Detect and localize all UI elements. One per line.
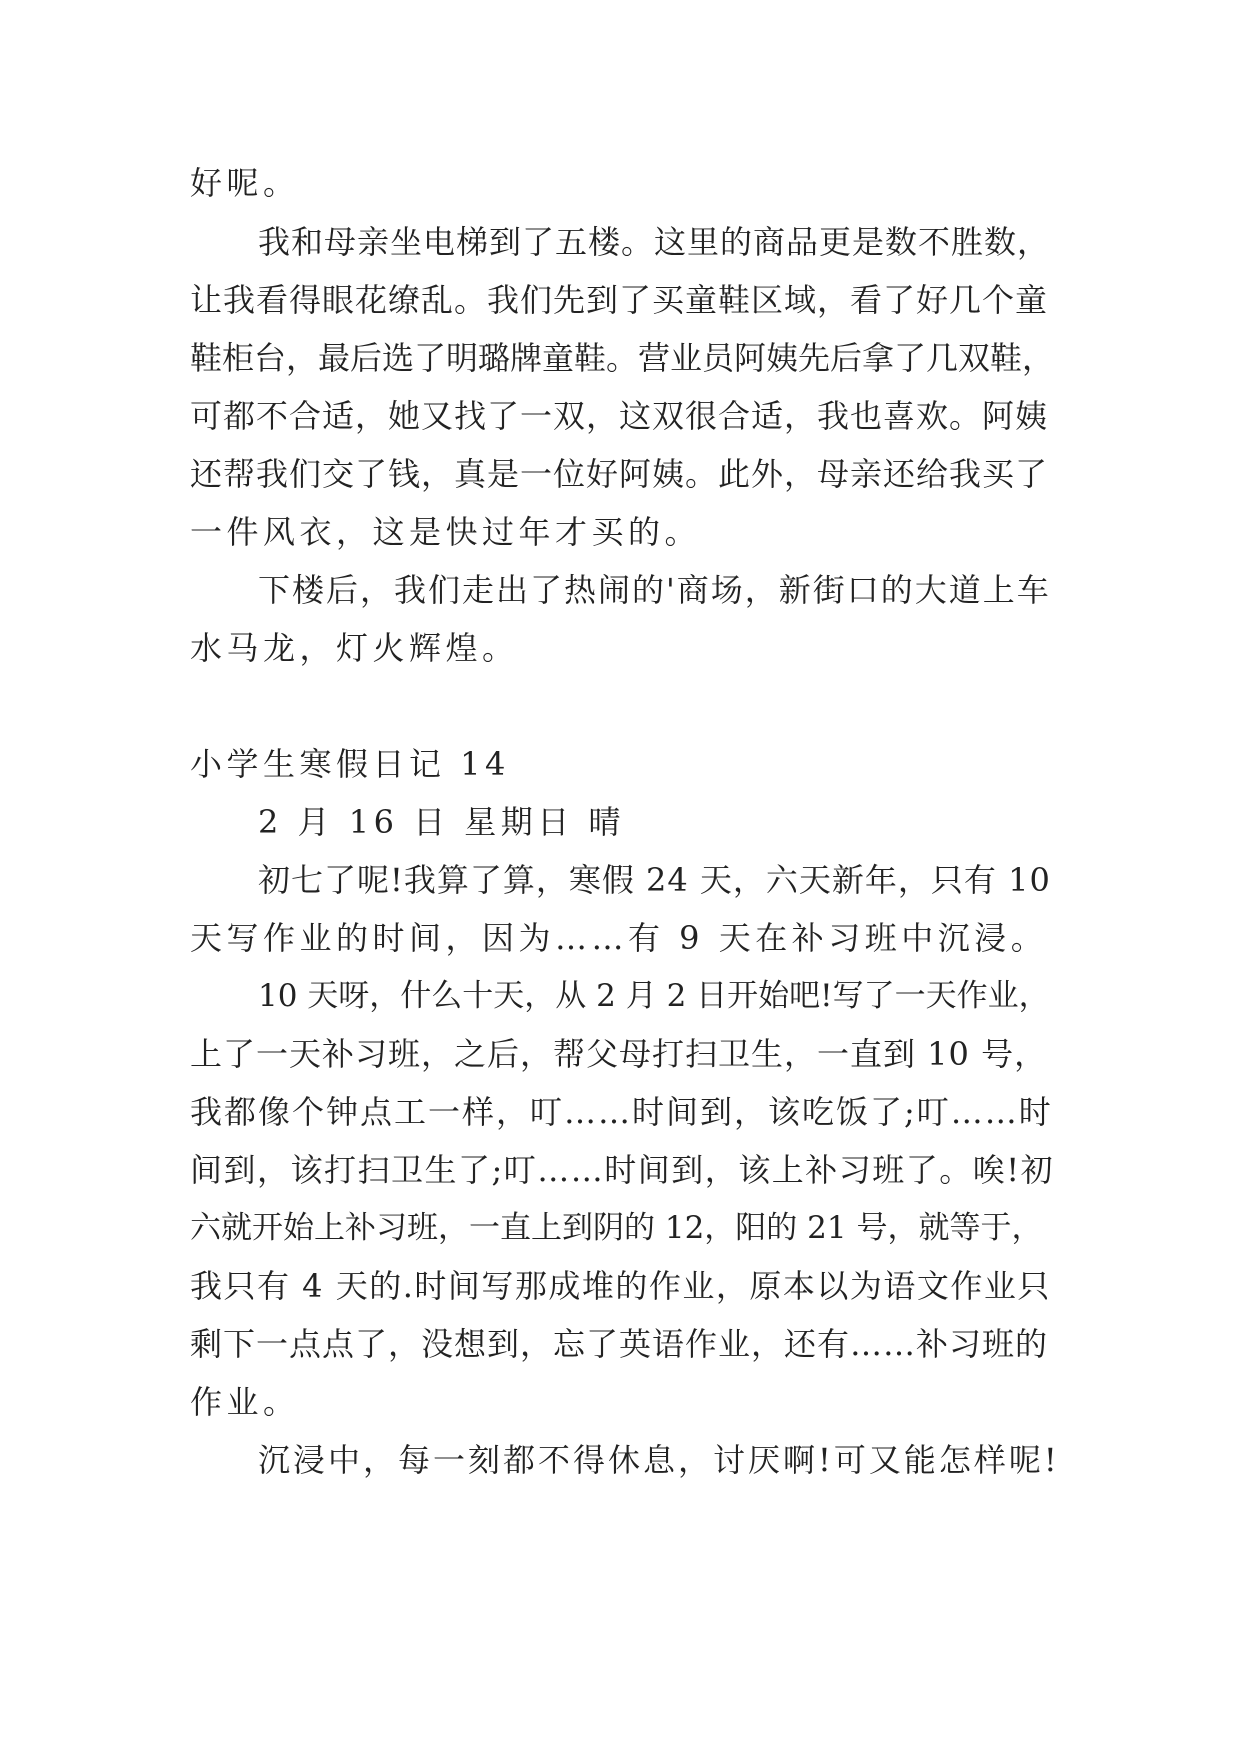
paragraph-line: 让我看得眼花缭乱。我们先到了买童鞋区域，看了好几个童 [190, 281, 1049, 319]
paragraph-line: 六就开始上补习班，一直上到阴的 12，阳的 21 号，就等于， [190, 1210, 1043, 1246]
paragraph-line: 我只有 4 天的.时间写那成堆的作业，原本以为语文作业只 [190, 1267, 1051, 1305]
paragraph-line: 10 天呀，什么十天，从 2 月 2 日开始吧!写了一天作业， [258, 978, 1050, 1014]
paragraph-line: 间到，该打扫卫生了;叮……时间到，该上补习班了。唉!初 [190, 1151, 1055, 1189]
paragraph-line: 下楼后，我们走出了热闹的'商场，新街口的大道上车 [258, 571, 1051, 609]
paragraph-line: 鞋柜台，最后选了明璐牌童鞋。营业员阿姨先后拿了几双鞋， [190, 339, 1055, 377]
paragraph-line: 水马龙，灯火辉煌。 [190, 629, 519, 667]
paragraph-line: 我和母亲坐电梯到了五楼。这里的商品更是数不胜数， [258, 223, 1051, 261]
paragraph-line: 剩下一点点了，没想到，忘了英语作业，还有……补习班的 [190, 1325, 1049, 1363]
diary-title: 小学生寒假日记 14 [190, 745, 510, 783]
paragraph-line: 我都像个钟点工一样，叮……时间到，该吃饭了;叮……时 [190, 1093, 1053, 1131]
paragraph-line: 可都不合适，她又找了一双，这双很合适，我也喜欢。阿姨 [190, 397, 1049, 435]
paragraph-line: 一件风衣，这是快过年才买的。 [190, 513, 702, 551]
paragraph-line: 沉浸中，每一刻都不得休息，讨厌啊!可又能怎样呢! [258, 1441, 1060, 1479]
paragraph-line: 作业。 [190, 1383, 300, 1421]
paragraph-line: 好呢。 [190, 164, 300, 202]
diary-date: 2 月 16 日 星期日 晴 [258, 803, 625, 841]
paragraph-line: 天写作业的时间，因为……有 9 天在补习班中沉浸。 [190, 919, 1048, 957]
paragraph-line: 还帮我们交了钱，真是一位好阿姨。此外，母亲还给我买了 [190, 455, 1049, 493]
paragraph-line: 初七了呢!我算了算，寒假 24 天，六天新年，只有 10 [258, 861, 1051, 899]
paragraph-line: 上了一天补习班，之后，帮父母打扫卫生，一直到 10 号， [190, 1035, 1048, 1073]
